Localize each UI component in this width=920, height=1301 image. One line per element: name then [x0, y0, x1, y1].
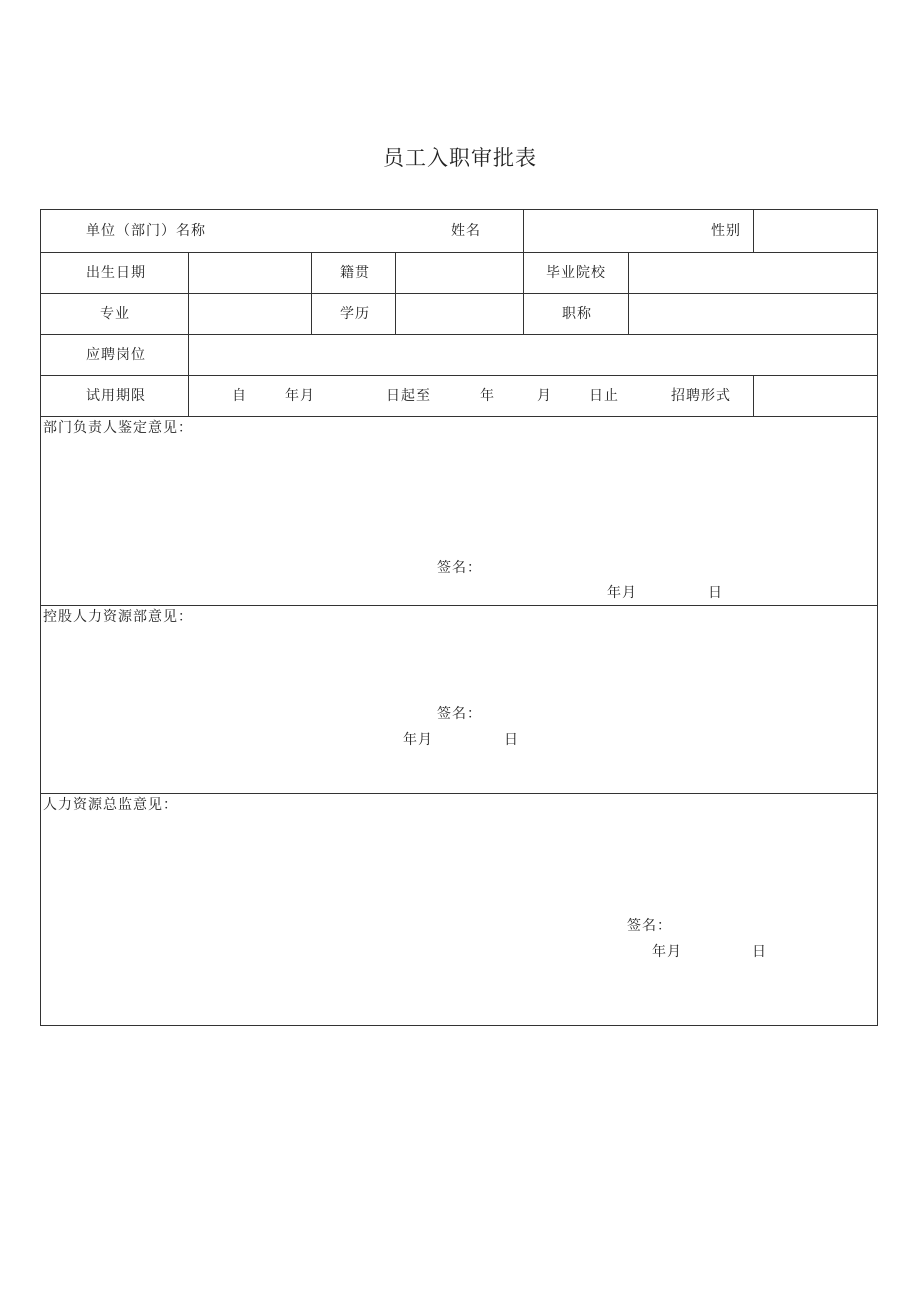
school-label: 毕业院校	[546, 265, 606, 281]
hr-director-opinion-label: 人力资源总监意见：	[43, 797, 178, 813]
dept-head-day: 日	[708, 585, 723, 601]
hr-director-sign-label: 签名：	[627, 918, 672, 934]
unit-label: 单位（部门）名称	[86, 223, 206, 239]
probation-label: 试用期限	[86, 388, 146, 404]
probation-from: 自	[232, 388, 247, 404]
probation-year: 年	[480, 388, 495, 404]
hr-dept-opinion-label: 控股人力资源部意见：	[43, 609, 193, 625]
education-label: 学历	[340, 306, 370, 322]
gender-label: 性别	[711, 223, 741, 239]
column-divider	[628, 252, 629, 334]
column-divider	[188, 252, 189, 416]
name-label: 姓名	[451, 223, 481, 239]
probation-month: 月	[537, 388, 552, 404]
hr-director-year-month: 年月	[652, 944, 682, 960]
dept-head-opinion-label: 部门负责人鉴定意见：	[43, 420, 193, 436]
column-divider	[753, 375, 754, 416]
section-divider	[40, 605, 878, 606]
row-divider	[40, 334, 878, 335]
column-divider	[395, 252, 396, 334]
hire-type-label: 招聘形式	[671, 388, 731, 404]
probation-day-start-to: 日起至	[386, 388, 431, 404]
page-title: 员工入职审批表	[383, 146, 537, 170]
probation-day-end: 日止	[589, 388, 619, 404]
birth-date-label: 出生日期	[86, 265, 146, 281]
column-divider	[523, 209, 524, 252]
row-divider	[40, 416, 878, 417]
job-title-label: 职称	[562, 306, 592, 322]
dept-head-year-month: 年月	[607, 585, 637, 601]
probation-year-month: 年月	[285, 388, 315, 404]
row-divider	[40, 293, 878, 294]
hr-director-day: 日	[752, 944, 767, 960]
hr-dept-day: 日	[504, 732, 519, 748]
hr-dept-sign-label: 签名：	[437, 706, 482, 722]
dept-head-sign-label: 签名：	[437, 560, 482, 576]
column-divider	[523, 252, 524, 334]
column-divider	[753, 209, 754, 252]
major-label: 专业	[100, 306, 130, 322]
native-place-label: 籍贯	[340, 265, 370, 281]
column-divider	[311, 252, 312, 334]
row-divider	[40, 252, 878, 253]
position-label: 应聘岗位	[86, 347, 146, 363]
section-divider	[40, 793, 878, 794]
hr-dept-year-month: 年月	[403, 732, 433, 748]
